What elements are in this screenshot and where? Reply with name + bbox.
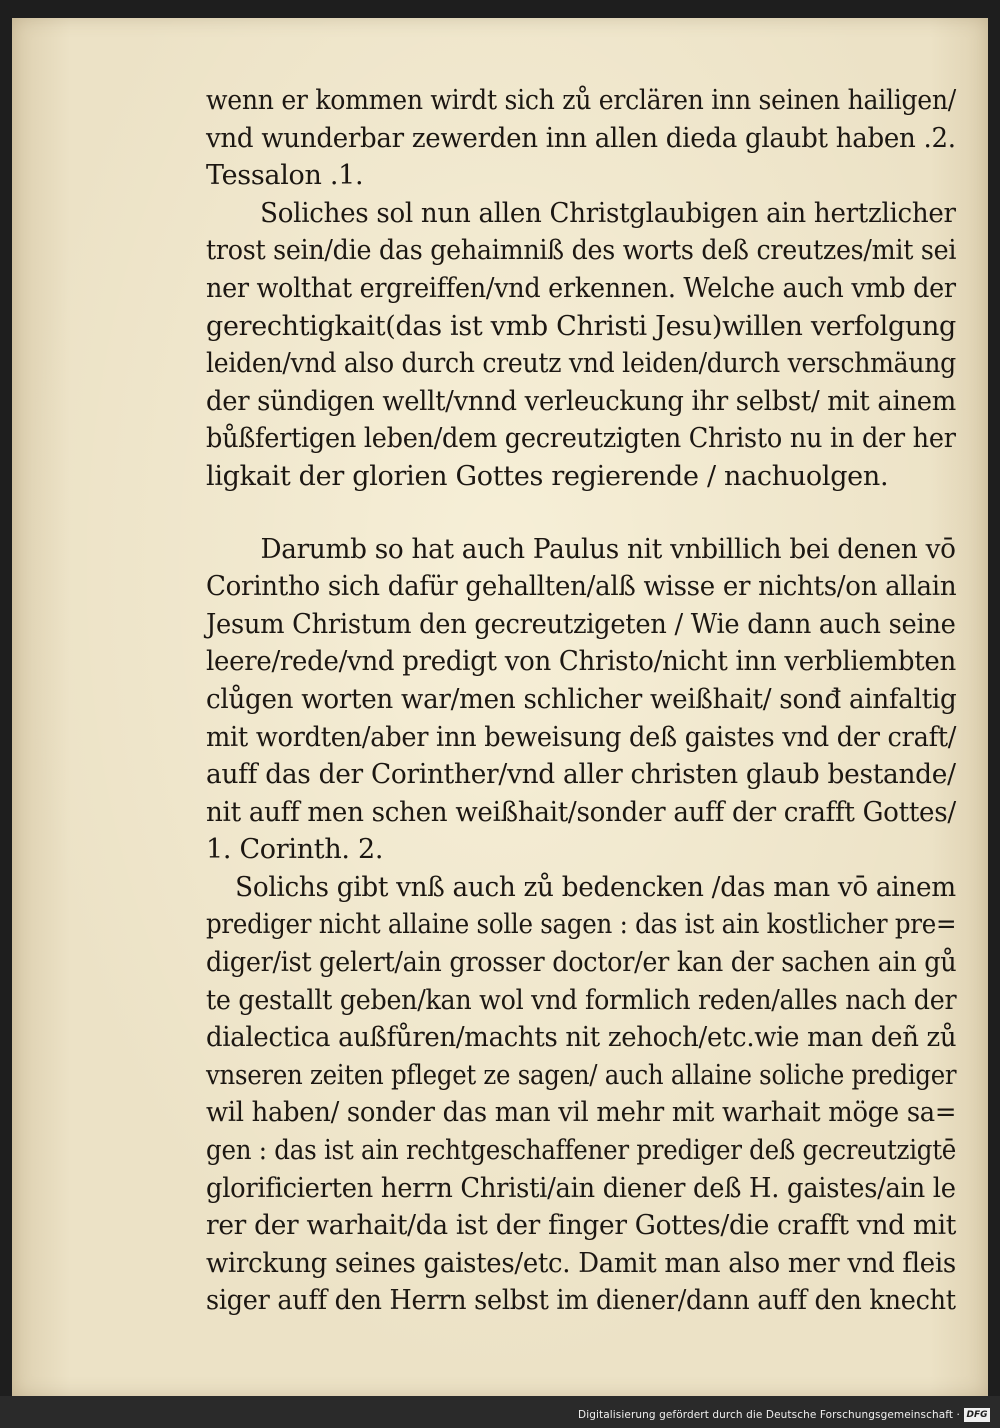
text-line: der sündigen wellt/vnnd verleuckung ihr selbst/ mit ainem	[206, 385, 956, 417]
text-line: Soliches sol nun allen Christglaubigen ain hertzlicher	[260, 197, 956, 229]
text-line: leere/rede/vnd predigt von Christo/nicht inn verbliembten	[206, 646, 956, 678]
text-line: diger/ist gelert/ain grosser doctor/er kan der sachen ain gů	[206, 947, 957, 979]
text-line: wirckung seines gaistes/etc. Damit man also mer vnd fleis	[206, 1247, 956, 1279]
text-line: Jesum Christum den gecreutzigeten / Wie dann auch seine	[206, 608, 956, 640]
text-line: trost sein/die das gehaimniß des worts deß creutzes/mit sei	[206, 235, 957, 267]
dfg-logo-icon: DFG	[964, 1408, 990, 1422]
text-line: prediger nicht allaine solle sagen : das ist ain kostlicher pre=	[206, 909, 957, 941]
scanned-page	[12, 18, 988, 1396]
text-line: Solichs gibt vnß auch zů bedencken /das man vō ainem	[235, 871, 956, 903]
page-text	[206, 82, 956, 1320]
text-line: ligkait der glorien Gottes regierende / nachuolgen.	[206, 460, 889, 492]
text-line: te gestallt geben/kan wol vnd formlich reden/alles nach der	[206, 984, 957, 1016]
text-line: glorificierten herrn Christi/ain diener deß H. gaistes/ain le	[206, 1172, 956, 1204]
text-line: nit auff men schen weißhait/sonder auff der crafft Gottes/	[206, 796, 956, 828]
text-line: wil haben/ sonder das man vil mehr mit warhait möge sa=	[206, 1097, 957, 1129]
text-line: Corintho sich dafür gehallten/alß wisse er nichts/on allain	[206, 571, 957, 603]
digitization-credit: Digitalisierung gefördert durch die Deutsche Forschungsgemeinschaft ·	[578, 1409, 960, 1421]
text-line: wenn er kommen wirdt sich zů erclären inn seinen hailigen/	[206, 85, 956, 116]
text-line: Darumb so hat auch Paulus nit vnbillich bei denen vō	[260, 533, 956, 565]
text-line: bůßfertigen leben/dem gecreutzigten Christo nu in der her	[206, 423, 956, 455]
text-line: siger auff den Herrn selbst im diener/dann auff den knecht	[206, 1285, 956, 1317]
text-line: clůgen worten war/men schlicher weißhait/ sonđ ainfaltig	[206, 683, 957, 715]
text-line: leiden/vnd also durch creutz vnd leiden/durch verschmäung	[206, 348, 956, 380]
text-line: gerechtigkait(das ist vmb Christi Jesu)willen verfolgung	[206, 310, 957, 342]
text-line: vnd wunderbar zewerden inn allen dieda glaubt haben .2.	[206, 122, 956, 154]
text-line: vnseren zeiten pfleget ze sagen/ auch allaine soliche prediger	[206, 1059, 957, 1091]
paragraph-gap	[206, 496, 956, 531]
text-line: Tessalon .1.	[206, 160, 364, 192]
text-line: dialectica außfůren/machts nit zehoch/etc.wie man deñ zů	[206, 1022, 957, 1054]
text-line: mit wordten/aber inn beweisung deß gaistes vnd der craft/	[206, 721, 957, 753]
text-line: 1. Corinth. 2.	[206, 834, 384, 866]
text-line: ner wolthat ergreiffen/vnd erkennen. Welche auch vmb der	[206, 272, 956, 304]
text-line: gen : das ist ain rechtgeschaffener prediger deß gecreutzigtē	[206, 1135, 957, 1167]
text-line: rer der warhait/da ist der finger Gottes/die crafft vnd mit	[206, 1210, 957, 1242]
text-line: auff das der Corinther/vnd aller christen glaub bestande/	[206, 759, 956, 791]
